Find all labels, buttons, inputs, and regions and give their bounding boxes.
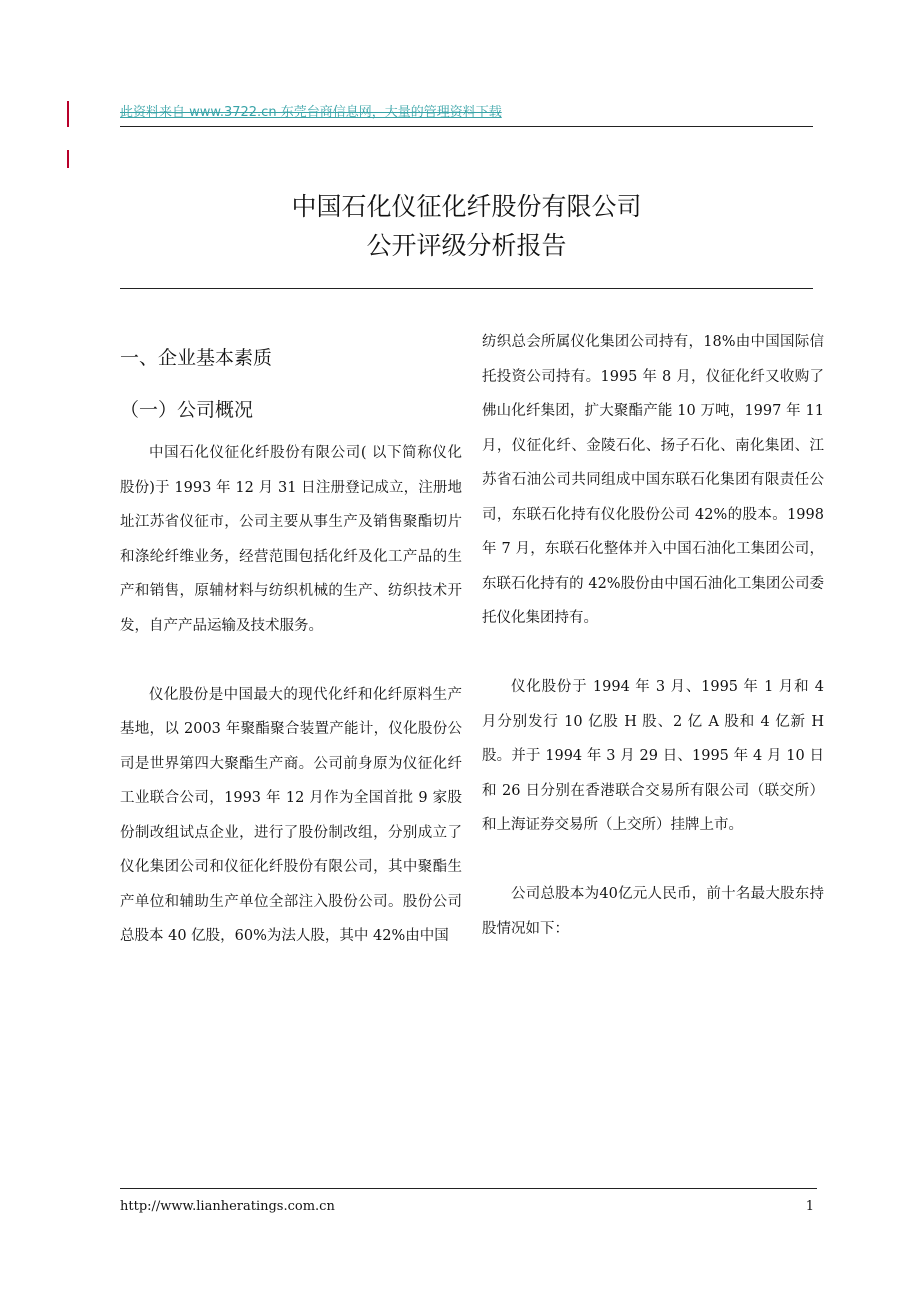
source-notice-link[interactable]: 此资料来自 www.3722.cn 东莞台商信息网，大量的管理资料下载 <box>120 105 502 120</box>
title-divider <box>120 288 813 289</box>
company-history-continued: 纺织总会所属仪化集团公司持有，18%由中国国际信托投资公司持有。1995 年 8 月，仪征化纤又收购了佛山化纤集团，扩大聚酯产能 10 万吨，1997 年 11 月，仪征化纤、金陵石化、扬子石化、南化集团、江苏省石油公司共同组成中国东联石化集团有限责任公司，东联石化持有仪化股份公司 42%的股本。1998 年 7 月，东联石化整体并入中国石油化工集团公司，东联石化持有的 42%股份由中国石油化工集团公司委托仪化集团持有。 <box>482 334 824 626</box>
document-title <box>120 188 813 266</box>
margin-mark-top <box>67 101 69 127</box>
margin-mark-bottom <box>67 150 69 168</box>
header-divider <box>120 126 813 127</box>
share-issuance-paragraph: 仪化股份于 1994 年 3 月、1995 年 1 月和 4 月分别发行 10 亿股 H 股、2 亿 A 股和 4 亿新 H 股。并于 1994 年 3 月 29 日、1995 年 4 月 10 日和 26 日分别在香港联合交易所有限公司（联交所）和上海证券交易所（上交所）挂牌上市。 <box>482 679 824 833</box>
company-history-paragraph: 仪化股份是中国最大的现代化纤和化纤原料生产基地，以 2003 年聚酯聚合装置产能计，仪化股份公司是世界第四大聚酯生产商。公司前身原为仪征化纤工业联合公司，1993 年 12 月作为全国首批 9 家股份制改组试点企业，进行了股份制改组，分别成立了仪化集团公司和仪征化纤股份有限公司，其中聚酯生产单位和辅助生产单位全部注入股份公司。股份公司总股本 40 亿股，60%为法人股，其中 42%由中国 <box>120 686 462 944</box>
title-line-2: 公开评级分析报告 <box>366 230 567 260</box>
page-number: 1 <box>805 1199 814 1214</box>
right-column <box>482 325 824 946</box>
company-overview-paragraph: 中国石化仪征化纤股份有限公司( 以下简称仪化股份)于 1993 年 12 月 31 日注册登记成立，注册地址江苏省仪征市，公司主要从事生产及销售聚酯切片和涤纶纤维业务，经营范围包括化纤及化工产品的生产和销售，原辅材料与纺织机械的生产、纺织技术开发，自产产品运输及技术服务。 <box>120 445 462 634</box>
left-column <box>120 436 462 954</box>
footer-url-link[interactable]: http://www.lianheratings.com.cn <box>120 1199 335 1214</box>
footer-divider <box>120 1188 817 1189</box>
subsection-heading: （一）公司概况 <box>120 399 254 421</box>
shareholders-intro-paragraph: 公司总股本为40亿元人民币，前十名最大股东持股情况如下： <box>482 886 824 937</box>
title-line-1: 中国石化仪征化纤股份有限公司 <box>291 192 642 221</box>
section-heading: 一、企业基本素质 <box>120 347 273 369</box>
